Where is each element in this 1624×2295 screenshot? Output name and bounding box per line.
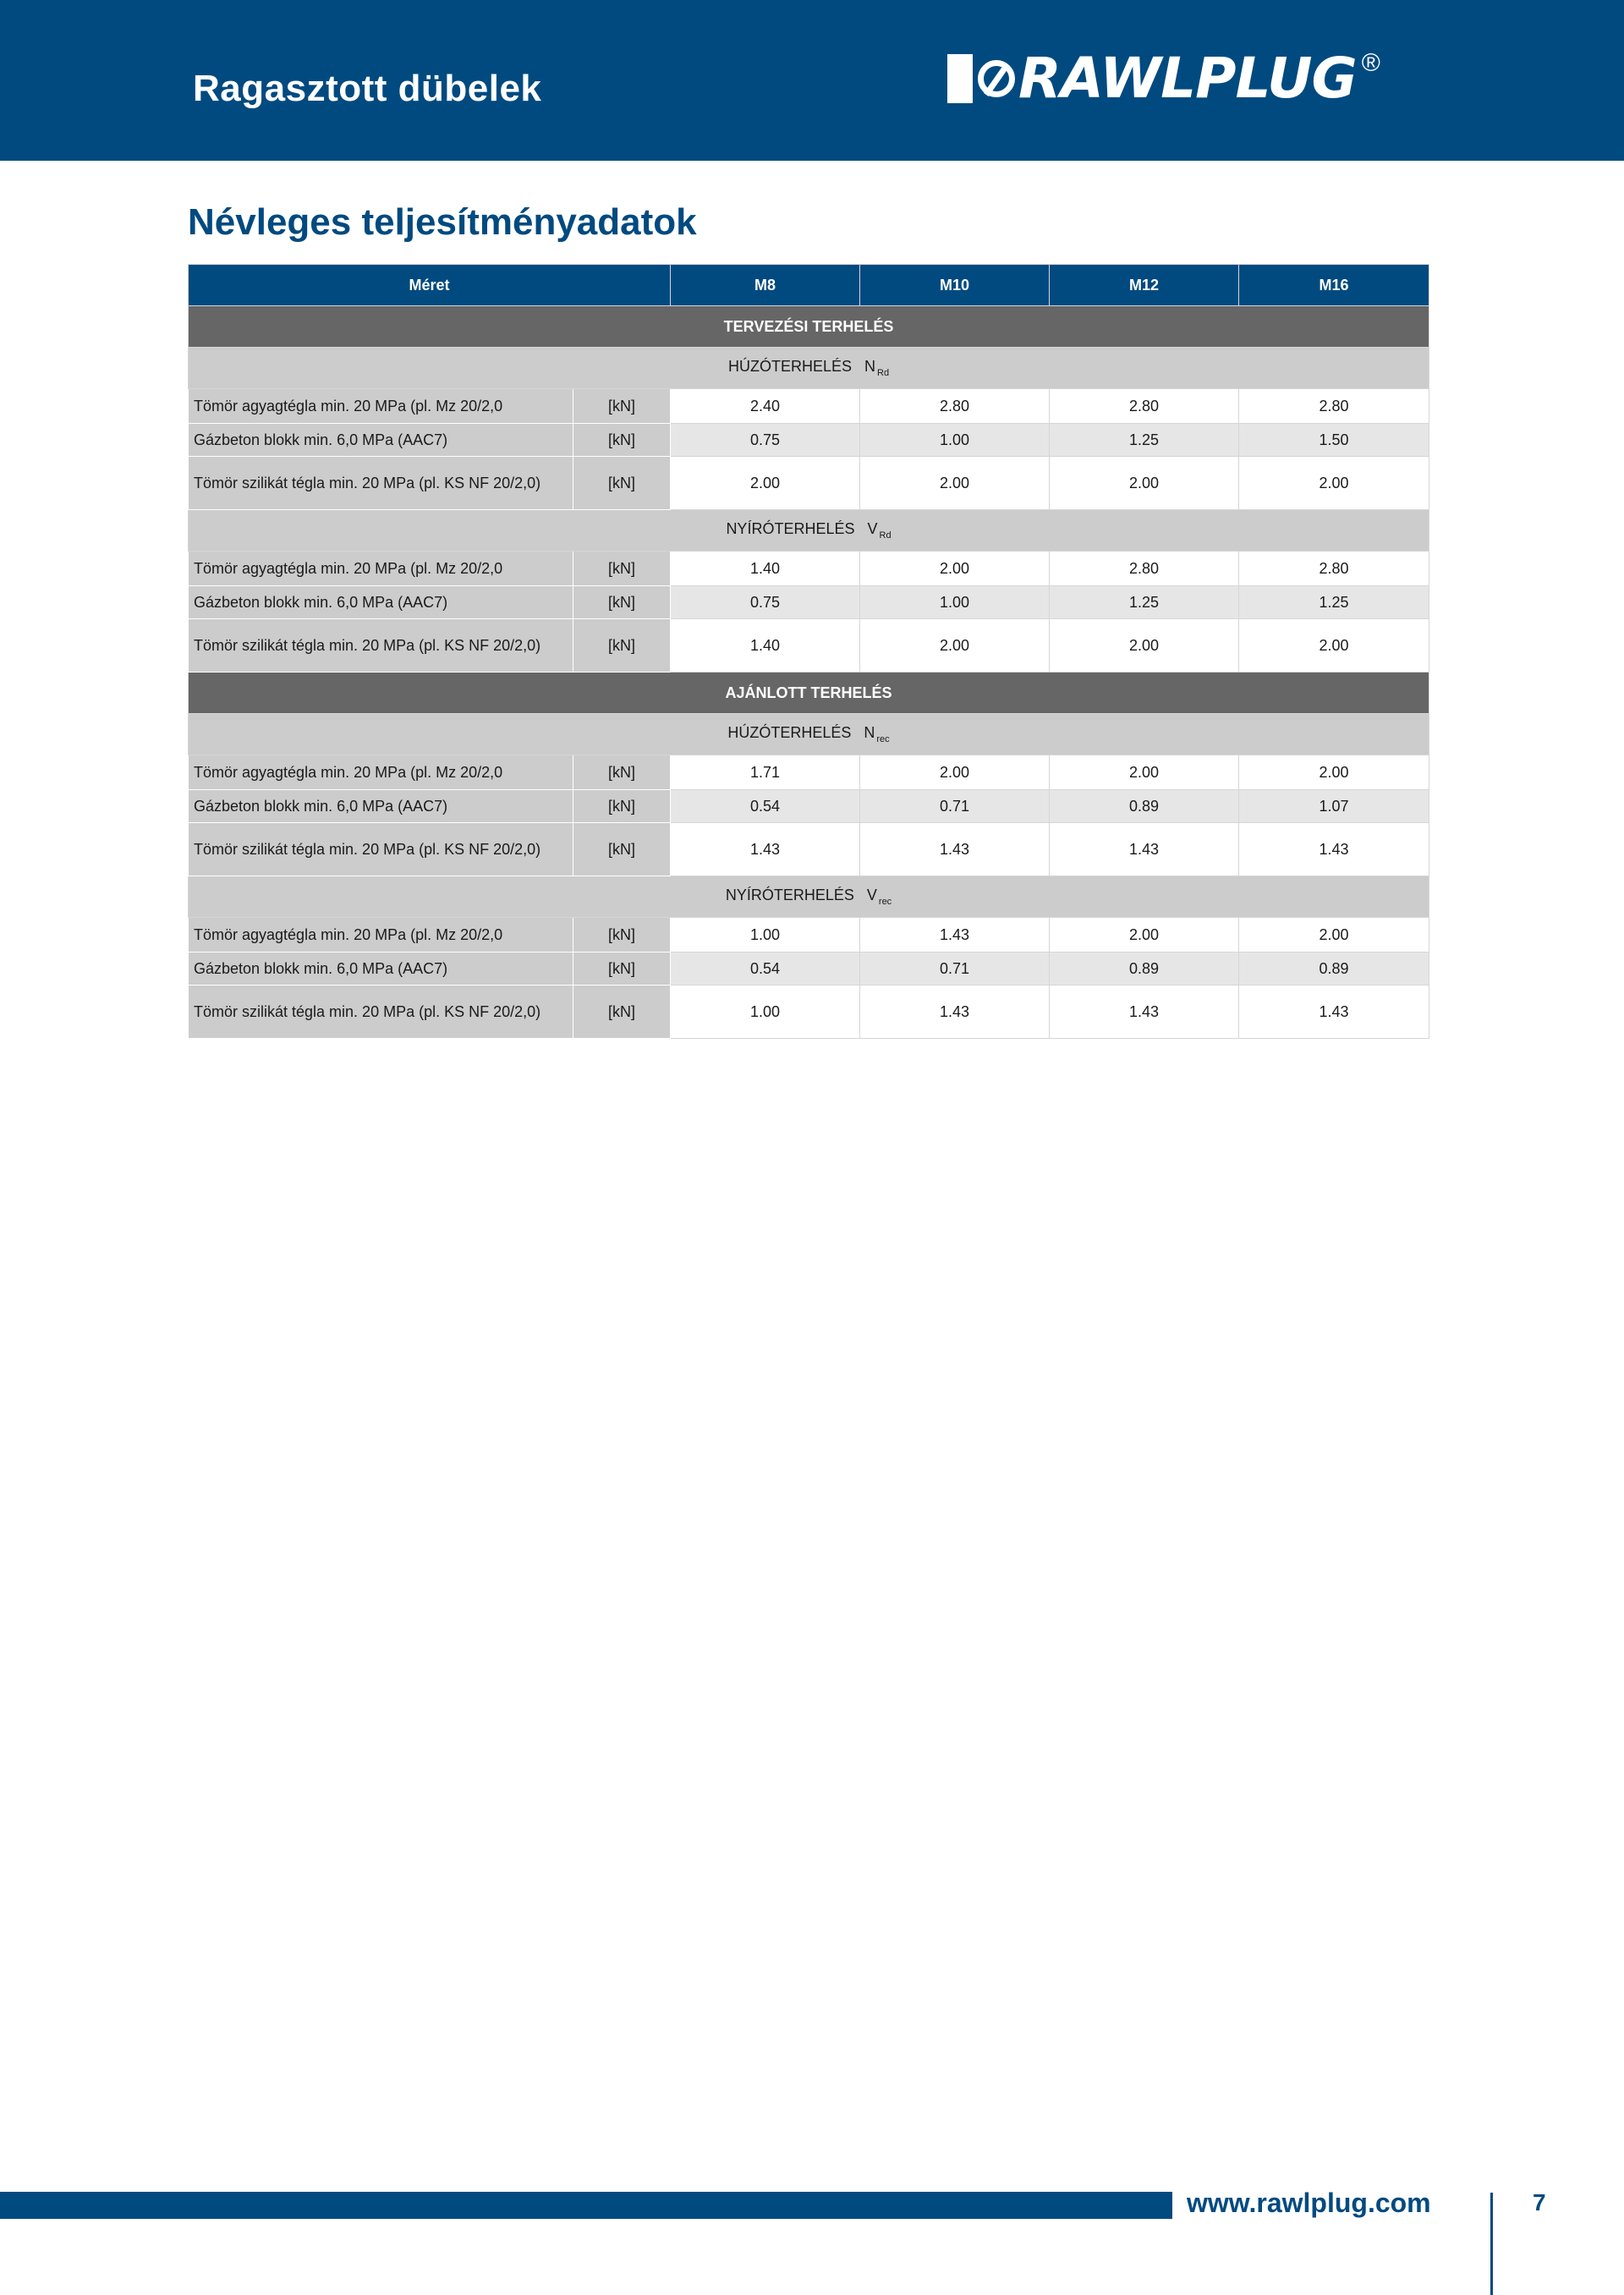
document-title: Ragasztott dübelek: [193, 68, 542, 109]
table-row: [189, 552, 1429, 586]
logo-wordmark: RAWLPLUG: [1018, 46, 1357, 111]
table-row: [189, 424, 1429, 457]
value-cell: 1.50: [1239, 424, 1429, 457]
value-cell: 0.89: [1050, 790, 1239, 823]
value-cell: 1.71: [671, 755, 860, 790]
value-cell: 0.71: [860, 790, 1050, 823]
group-title: [189, 714, 1429, 755]
material-label: Tömör agyagtégla min. 20 MPa (pl. Mz 20/2,0: [189, 918, 573, 953]
group-symbol: V: [867, 520, 878, 538]
value-cell: 2.80: [1050, 389, 1239, 424]
page-number: 7: [1533, 2189, 1546, 2215]
material-label: Tömör szilikát tégla min. 20 MPa (pl. KS NF 20/2,0): [189, 986, 573, 1039]
value-cell: 1.43: [860, 823, 1050, 876]
table-row: [189, 389, 1429, 424]
unit-label: [kN]: [573, 619, 671, 673]
group-symbol: N: [864, 358, 875, 376]
group-label: NYÍRÓTERHELÉS: [725, 887, 854, 904]
value-cell: 2.00: [1239, 755, 1429, 790]
page-heading: Névleges teljesítményadatok: [188, 201, 697, 243]
group-label: HÚZÓTERHELÉS: [727, 724, 852, 742]
unit-label: [kN]: [573, 918, 671, 953]
value-cell: 2.80: [1239, 552, 1429, 586]
table-body: [189, 306, 1429, 1039]
value-cell: 1.25: [1239, 586, 1429, 619]
value-cell: 0.89: [1239, 953, 1429, 986]
group-label: HÚZÓTERHELÉS: [727, 358, 852, 376]
value-cell: 1.43: [1239, 823, 1429, 876]
group-header-row: [189, 348, 1429, 389]
table-row: [189, 457, 1429, 510]
value-cell: 1.43: [1050, 823, 1239, 876]
footer-divider: [1490, 2193, 1493, 2295]
value-cell: 2.00: [671, 457, 860, 510]
value-cell: 1.43: [1050, 986, 1239, 1039]
group-title: [189, 876, 1429, 918]
value-cell: 2.00: [1239, 619, 1429, 673]
unit-label: [kN]: [573, 424, 671, 457]
material-label: Tömör szilikát tégla min. 20 MPa (pl. KS NF 20/2,0): [189, 823, 573, 876]
rawlplug-logo: [947, 46, 1380, 111]
group-symbol: V: [866, 887, 877, 904]
group-label: NYÍRÓTERHELÉS: [726, 520, 855, 538]
material-label: Tömör agyagtégla min. 20 MPa (pl. Mz 20/2,0: [189, 552, 573, 586]
unit-label: [kN]: [573, 586, 671, 619]
table-row: [189, 953, 1429, 986]
value-cell: 1.43: [860, 918, 1050, 953]
value-cell: 2.00: [1239, 457, 1429, 510]
table-row: [189, 986, 1429, 1039]
value-cell: 1.40: [671, 619, 860, 673]
unit-label: [kN]: [573, 552, 671, 586]
group-symbol-subscript: Rd: [879, 530, 892, 541]
column-header-m12: M12: [1050, 265, 1239, 306]
value-cell: 2.00: [1050, 619, 1239, 673]
material-label: Tömör agyagtégla min. 20 MPa (pl. Mz 20/2,0: [189, 389, 573, 424]
material-label: Gázbeton blokk min. 6,0 MPa (AAC7): [189, 586, 573, 619]
footer-bar: [0, 2192, 1172, 2219]
group-title: [189, 510, 1429, 552]
value-cell: 0.54: [671, 953, 860, 986]
table-row: [189, 586, 1429, 619]
material-label: Tömör szilikát tégla min. 20 MPa (pl. KS NF 20/2,0): [189, 457, 573, 510]
value-cell: 2.40: [671, 389, 860, 424]
material-label: Gázbeton blokk min. 6,0 MPa (AAC7): [189, 953, 573, 986]
unit-label: [kN]: [573, 986, 671, 1039]
logo-ring-icon: [978, 60, 1015, 97]
value-cell: 0.75: [671, 586, 860, 619]
value-cell: 1.00: [860, 424, 1050, 457]
value-cell: 1.00: [860, 586, 1050, 619]
material-label: Gázbeton blokk min. 6,0 MPa (AAC7): [189, 424, 573, 457]
value-cell: 2.00: [1050, 457, 1239, 510]
value-cell: 1.25: [1050, 586, 1239, 619]
unit-label: [kN]: [573, 953, 671, 986]
value-cell: 2.00: [1239, 918, 1429, 953]
performance-table: [188, 264, 1429, 1039]
value-cell: 2.00: [860, 755, 1050, 790]
group-symbol-subscript: rec: [878, 896, 892, 907]
section-header-row: [189, 673, 1429, 714]
material-label: Gázbeton blokk min. 6,0 MPa (AAC7): [189, 790, 573, 823]
header-bar: [0, 0, 1624, 161]
value-cell: 0.54: [671, 790, 860, 823]
group-header-row: [189, 510, 1429, 552]
unit-label: [kN]: [573, 790, 671, 823]
material-label: Tömör szilikát tégla min. 20 MPa (pl. KS NF 20/2,0): [189, 619, 573, 673]
section-header-row: [189, 306, 1429, 348]
value-cell: 2.80: [860, 389, 1050, 424]
table-row: [189, 619, 1429, 673]
unit-label: [kN]: [573, 755, 671, 790]
group-header-row: [189, 876, 1429, 918]
value-cell: 2.00: [860, 457, 1050, 510]
section-title: AJÁNLOTT TERHELÉS: [189, 673, 1429, 714]
value-cell: 2.00: [1050, 755, 1239, 790]
value-cell: 1.43: [860, 986, 1050, 1039]
group-header-row: [189, 714, 1429, 755]
section-title: TERVEZÉSI TERHELÉS: [189, 306, 1429, 348]
column-header-m10: M10: [860, 265, 1050, 306]
column-header-size: Méret: [189, 265, 671, 306]
column-header-m8: M8: [671, 265, 860, 306]
group-title: [189, 348, 1429, 389]
table-row: [189, 755, 1429, 790]
value-cell: 2.00: [860, 619, 1050, 673]
value-cell: 2.80: [1239, 389, 1429, 424]
value-cell: 1.40: [671, 552, 860, 586]
value-cell: 0.89: [1050, 953, 1239, 986]
registered-mark: ®: [1361, 49, 1380, 77]
value-cell: 0.75: [671, 424, 860, 457]
table-row: [189, 823, 1429, 876]
unit-label: [kN]: [573, 457, 671, 510]
value-cell: 2.00: [1050, 918, 1239, 953]
footer-url[interactable]: www.rawlplug.com: [1187, 2188, 1431, 2218]
value-cell: 0.71: [860, 953, 1050, 986]
column-header-m16: M16: [1239, 265, 1429, 306]
value-cell: 2.00: [860, 552, 1050, 586]
logo-bar-icon: [947, 54, 973, 103]
group-symbol: N: [864, 724, 875, 742]
value-cell: 1.43: [671, 823, 860, 876]
value-cell: 1.07: [1239, 790, 1429, 823]
value-cell: 1.00: [671, 918, 860, 953]
value-cell: 1.00: [671, 986, 860, 1039]
table-header-row: [189, 265, 1429, 306]
unit-label: [kN]: [573, 389, 671, 424]
table-row: [189, 918, 1429, 953]
material-label: Tömör agyagtégla min. 20 MPa (pl. Mz 20/2,0: [189, 755, 573, 790]
value-cell: 2.80: [1050, 552, 1239, 586]
value-cell: 1.25: [1050, 424, 1239, 457]
group-symbol-subscript: rec: [876, 733, 890, 744]
group-symbol-subscript: Rd: [877, 367, 890, 378]
table-row: [189, 790, 1429, 823]
value-cell: 1.43: [1239, 986, 1429, 1039]
unit-label: [kN]: [573, 823, 671, 876]
